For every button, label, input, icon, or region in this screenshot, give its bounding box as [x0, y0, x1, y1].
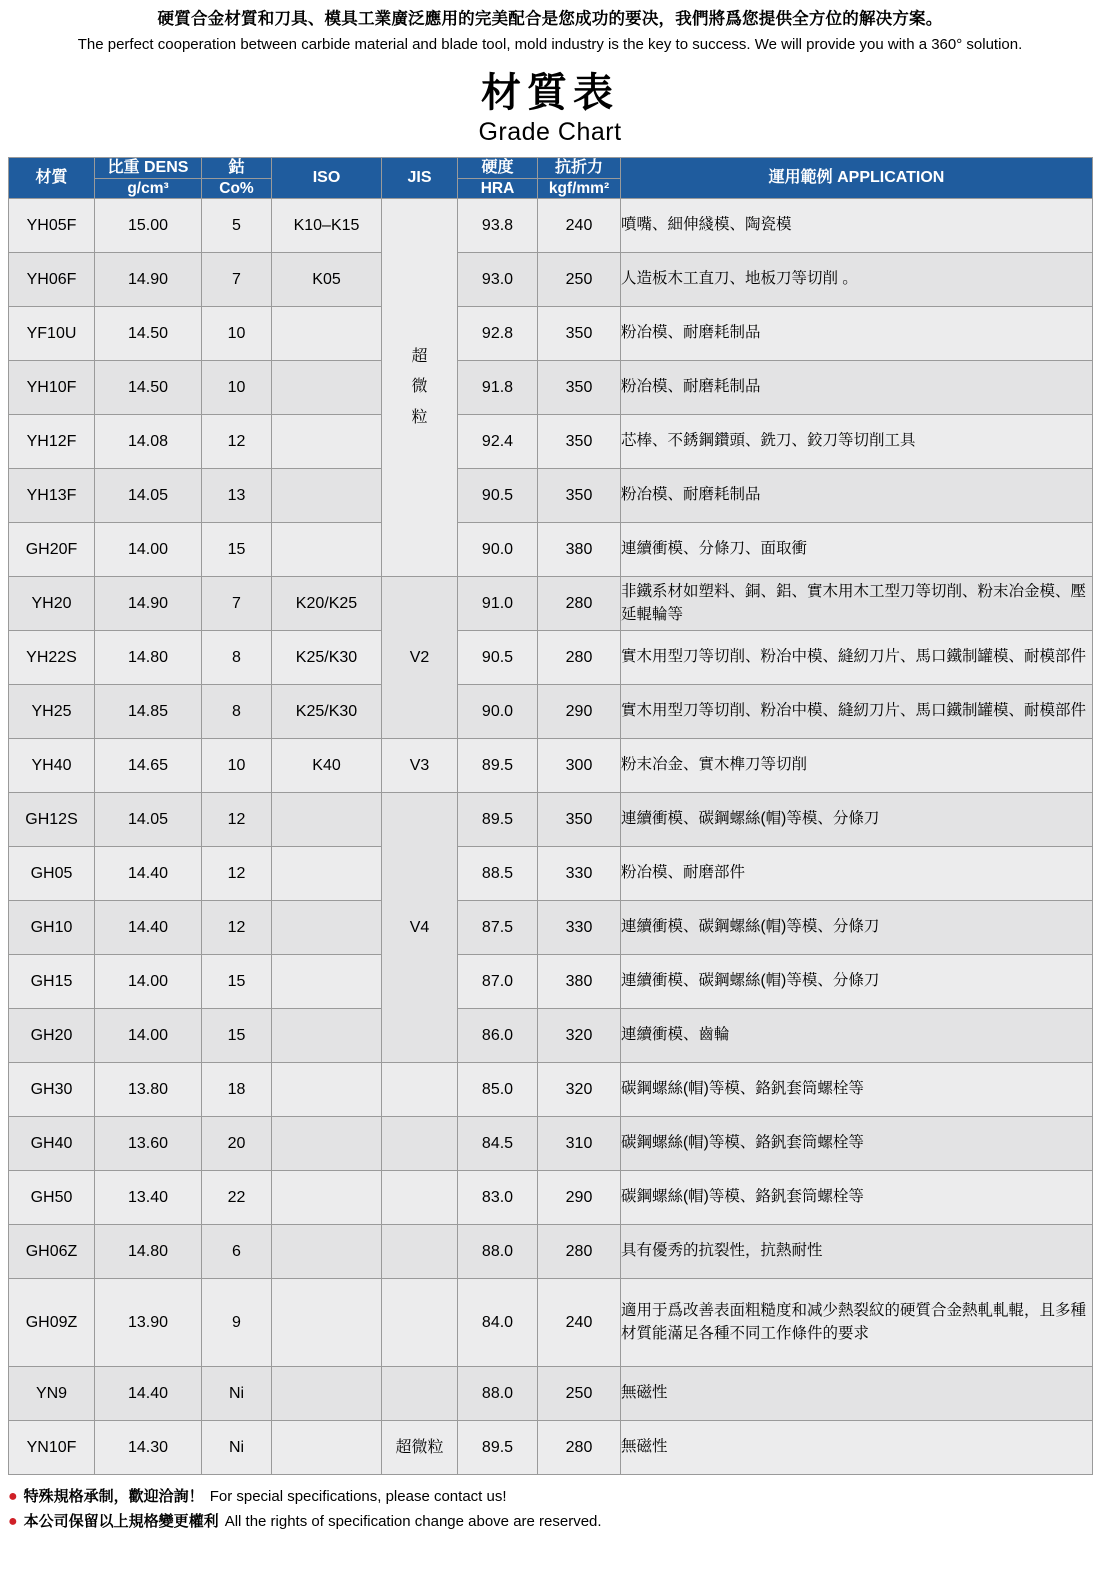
- cell-application: 噴嘴、細伸綫模、陶瓷模: [621, 199, 1093, 253]
- cell-material: GH05: [9, 847, 95, 901]
- cell-material: YH22S: [9, 631, 95, 685]
- cell-application: 碳鋼螺絲(帽)等模、鉻釩套筒螺栓等: [621, 1063, 1093, 1117]
- cell-density: 14.80: [95, 631, 202, 685]
- footnotes: [8, 1485, 1092, 1534]
- cell-hra: 91.8: [458, 361, 538, 415]
- table-row: [9, 847, 1093, 901]
- cell-iso: [272, 469, 382, 523]
- cell-application: 連續衝模、碳鋼螺絲(帽)等模、分條刀: [621, 793, 1093, 847]
- cell-cobalt: 15: [202, 1009, 272, 1063]
- cell-cobalt: 7: [202, 577, 272, 631]
- table-row: [9, 1225, 1093, 1279]
- cell-iso: K20/K25: [272, 577, 382, 631]
- cell-cobalt: 15: [202, 523, 272, 577]
- cell-trs: 320: [538, 1009, 621, 1063]
- cell-application: 非鐵系材如塑料、銅、鋁、實木用木工型刀等切削、粉末冶金模、壓延輥輪等: [621, 577, 1093, 631]
- cell-application: 實木用型刀等切削、粉冶中模、縫紉刀片、馬口鐵制罐模、耐模部件: [621, 631, 1093, 685]
- cell-iso: [272, 1171, 382, 1225]
- cell-density: 13.80: [95, 1063, 202, 1117]
- cell-iso: K05: [272, 253, 382, 307]
- cell-density: 14.90: [95, 253, 202, 307]
- header-hardness: 硬度: [458, 157, 538, 178]
- cell-application: 粉末冶金、實木榫刀等切削: [621, 739, 1093, 793]
- footnote-en: For special specifications, please contact us!: [209, 1488, 507, 1506]
- cell-jis: [382, 1367, 458, 1421]
- cell-density: 14.65: [95, 739, 202, 793]
- cell-density: 13.40: [95, 1171, 202, 1225]
- cell-cobalt: 12: [202, 901, 272, 955]
- cell-density: 14.30: [95, 1421, 202, 1475]
- cell-hra: 92.4: [458, 415, 538, 469]
- cell-hra: 93.8: [458, 199, 538, 253]
- cell-density: 13.90: [95, 1279, 202, 1367]
- table-row: [9, 685, 1093, 739]
- cell-hra: 83.0: [458, 1171, 538, 1225]
- cell-density: 13.60: [95, 1117, 202, 1171]
- cell-iso: [272, 361, 382, 415]
- cell-material: GH20: [9, 1009, 95, 1063]
- cell-trs: 280: [538, 631, 621, 685]
- cell-material: YN10F: [9, 1421, 95, 1475]
- title-block: [8, 70, 1092, 147]
- header-row: [9, 157, 1093, 178]
- cell-cobalt: 12: [202, 847, 272, 901]
- cell-iso: [272, 793, 382, 847]
- table-row: [9, 253, 1093, 307]
- header-hardness-unit: HRA: [458, 178, 538, 198]
- cell-hra: 89.5: [458, 739, 538, 793]
- cell-hra: 84.0: [458, 1279, 538, 1367]
- cell-iso: [272, 1225, 382, 1279]
- header-cobalt-unit: Co%: [202, 178, 272, 198]
- cell-material: YH10F: [9, 361, 95, 415]
- cell-hra: 90.5: [458, 469, 538, 523]
- cell-material: GH10: [9, 901, 95, 955]
- grade-table: [8, 157, 1093, 1475]
- cell-jis: [382, 1063, 458, 1117]
- cell-jis-group-ultrafine: [382, 199, 458, 577]
- cell-iso: [272, 1117, 382, 1171]
- cell-application: 連續衝模、齒輪: [621, 1009, 1093, 1063]
- cell-cobalt: Ni: [202, 1367, 272, 1421]
- cell-hra: 86.0: [458, 1009, 538, 1063]
- footnote-item: [8, 1510, 1092, 1534]
- cell-material: YH25: [9, 685, 95, 739]
- cell-cobalt: 12: [202, 415, 272, 469]
- table-row: [9, 955, 1093, 1009]
- cell-material: GH06Z: [9, 1225, 95, 1279]
- cell-iso: [272, 415, 382, 469]
- cell-hra: 85.0: [458, 1063, 538, 1117]
- cell-iso: [272, 1009, 382, 1063]
- cell-trs: 290: [538, 1171, 621, 1225]
- cell-application: 連續衝模、碳鋼螺絲(帽)等模、分條刀: [621, 901, 1093, 955]
- cell-application: 無磁性: [621, 1367, 1093, 1421]
- intro-text-en: The perfect cooperation between carbide material and blade tool, mold industry is the key to success. We will provide you with a 360° solution.: [77, 35, 1023, 53]
- cell-density: 14.50: [95, 361, 202, 415]
- cell-density: 14.40: [95, 901, 202, 955]
- cell-iso: K25/K30: [272, 631, 382, 685]
- cell-trs: 280: [538, 577, 621, 631]
- table-row: [9, 469, 1093, 523]
- cell-hra: 87.5: [458, 901, 538, 955]
- cell-density: 15.00: [95, 199, 202, 253]
- cell-iso: K25/K30: [272, 685, 382, 739]
- table-row: [9, 1421, 1093, 1475]
- cell-density: 14.90: [95, 577, 202, 631]
- table-row: [9, 415, 1093, 469]
- header-density-unit: g/cm³: [95, 178, 202, 198]
- table-row: [9, 631, 1093, 685]
- cell-application: 人造板木工直刀、地板刀等切削 。: [621, 253, 1093, 307]
- cell-cobalt: 7: [202, 253, 272, 307]
- cell-application: 連續衝模、碳鋼螺絲(帽)等模、分條刀: [621, 955, 1093, 1009]
- cell-hra: 88.5: [458, 847, 538, 901]
- page-title-cn: 材質表: [481, 70, 619, 115]
- cell-cobalt: 9: [202, 1279, 272, 1367]
- cell-density: 14.80: [95, 1225, 202, 1279]
- cell-trs: 320: [538, 1063, 621, 1117]
- cell-application: 無磁性: [621, 1421, 1093, 1475]
- cell-iso: K40: [272, 739, 382, 793]
- cell-material: YN9: [9, 1367, 95, 1421]
- cell-cobalt: 20: [202, 1117, 272, 1171]
- cell-cobalt: 10: [202, 361, 272, 415]
- cell-application: 粉冶模、耐磨耗制品: [621, 307, 1093, 361]
- cell-material: YH06F: [9, 253, 95, 307]
- cell-hra: 87.0: [458, 955, 538, 1009]
- header-cobalt: [202, 157, 272, 178]
- table-row: [9, 793, 1093, 847]
- cell-material: YH13F: [9, 469, 95, 523]
- header-cobalt-line1: 鈷: [228, 158, 245, 176]
- cell-material: GH30: [9, 1063, 95, 1117]
- cell-hra: 93.0: [458, 253, 538, 307]
- table-row: [9, 1367, 1093, 1421]
- header-iso: ISO: [272, 157, 382, 198]
- cell-iso: K10–K15: [272, 199, 382, 253]
- intro-text-cn: 硬質合金材質和刀具、模具工業廣泛應用的完美配合是您成功的要决，我們將爲您提供全方位的解决方案。: [157, 10, 943, 28]
- table-header: [9, 157, 1093, 198]
- cell-cobalt: 8: [202, 631, 272, 685]
- cell-cobalt: 22: [202, 1171, 272, 1225]
- jis-line-2: 微: [411, 378, 428, 396]
- cell-trs: 240: [538, 199, 621, 253]
- cell-iso: [272, 1063, 382, 1117]
- cell-material: GH15: [9, 955, 95, 1009]
- cell-hra: 84.5: [458, 1117, 538, 1171]
- cell-trs: 380: [538, 523, 621, 577]
- cell-density: 14.85: [95, 685, 202, 739]
- cell-iso: [272, 307, 382, 361]
- cell-application: 碳鋼螺絲(帽)等模、鉻釩套筒螺栓等: [621, 1171, 1093, 1225]
- table-row: [9, 739, 1093, 793]
- cell-jis: [382, 1117, 458, 1171]
- cell-density: 14.40: [95, 1367, 202, 1421]
- intro-block: [8, 8, 1092, 56]
- table-row: [9, 1063, 1093, 1117]
- cell-trs: 350: [538, 793, 621, 847]
- cell-iso: [272, 523, 382, 577]
- cell-hra: 90.0: [458, 523, 538, 577]
- table-row: [9, 307, 1093, 361]
- cell-application: 粉冶模、耐磨耗制品: [621, 361, 1093, 415]
- cell-application: 芯棒、不銹鋼鑽頭、銑刀、鉸刀等切削工具: [621, 415, 1093, 469]
- cell-trs: 240: [538, 1279, 621, 1367]
- cell-material: GH40: [9, 1117, 95, 1171]
- jis-line-1: 超: [411, 347, 428, 365]
- cell-cobalt: 6: [202, 1225, 272, 1279]
- header-density: [95, 157, 202, 178]
- cell-cobalt: 15: [202, 955, 272, 1009]
- header-trs-unit: kgf/mm²: [538, 178, 621, 198]
- cell-trs: 350: [538, 307, 621, 361]
- cell-application: 具有優秀的抗裂性，抗熱耐性: [621, 1225, 1093, 1279]
- cell-application: 連續衝模、分條刀、面取衝: [621, 523, 1093, 577]
- cell-cobalt: 5: [202, 199, 272, 253]
- cell-trs: 290: [538, 685, 621, 739]
- table-row: [9, 199, 1093, 253]
- cell-trs: 250: [538, 1367, 621, 1421]
- cell-iso: [272, 955, 382, 1009]
- cell-density: 14.05: [95, 793, 202, 847]
- table-row: [9, 577, 1093, 631]
- table-row: [9, 1279, 1093, 1367]
- footnote-item: [8, 1485, 1092, 1509]
- cell-hra: 91.0: [458, 577, 538, 631]
- cell-iso: [272, 901, 382, 955]
- cell-iso: [272, 1367, 382, 1421]
- cell-iso: [272, 1421, 382, 1475]
- table-row: [9, 901, 1093, 955]
- table-row: [9, 523, 1093, 577]
- cell-material: GH20F: [9, 523, 95, 577]
- cell-density: 14.00: [95, 1009, 202, 1063]
- footnote-en: All the rights of specification change above are reserved.: [224, 1513, 602, 1531]
- cell-density: 14.00: [95, 955, 202, 1009]
- table-body: [9, 199, 1093, 1475]
- cell-material: YF10U: [9, 307, 95, 361]
- cell-jis-group-v3: V3: [382, 739, 458, 793]
- bullet-icon: ●: [8, 1488, 18, 1506]
- cell-material: GH12S: [9, 793, 95, 847]
- table-row: [9, 1009, 1093, 1063]
- cell-jis: [382, 1171, 458, 1225]
- cell-trs: 280: [538, 1225, 621, 1279]
- cell-hra: 89.5: [458, 1421, 538, 1475]
- cell-trs: 380: [538, 955, 621, 1009]
- cell-density: 14.50: [95, 307, 202, 361]
- cell-cobalt: 8: [202, 685, 272, 739]
- table-row: [9, 1171, 1093, 1225]
- cell-material: YH12F: [9, 415, 95, 469]
- cell-trs: 250: [538, 253, 621, 307]
- cell-application: 粉冶模、耐磨耗制品: [621, 469, 1093, 523]
- cell-density: 14.00: [95, 523, 202, 577]
- cell-hra: 88.0: [458, 1225, 538, 1279]
- header-application: 運用範例 APPLICATION: [621, 157, 1093, 198]
- cell-hra: 88.0: [458, 1367, 538, 1421]
- footnote-cn: 本公司保留以上規格變更權利: [23, 1513, 219, 1531]
- cell-trs: 350: [538, 415, 621, 469]
- cell-hra: 92.8: [458, 307, 538, 361]
- cell-trs: 350: [538, 469, 621, 523]
- cell-jis-group-v2: V2: [382, 577, 458, 739]
- cell-material: GH50: [9, 1171, 95, 1225]
- cell-trs: 310: [538, 1117, 621, 1171]
- header-trs: 抗折力: [538, 157, 621, 178]
- cell-trs: 280: [538, 1421, 621, 1475]
- footnote-cn: 特殊規格承制，歡迎洽詢！: [23, 1488, 204, 1506]
- cell-jis: [382, 1279, 458, 1367]
- cell-hra: 90.0: [458, 685, 538, 739]
- cell-material: YH20: [9, 577, 95, 631]
- cell-density: 14.08: [95, 415, 202, 469]
- cell-jis-group-v4: V4: [382, 793, 458, 1063]
- header-jis: JIS: [382, 157, 458, 198]
- cell-iso: [272, 847, 382, 901]
- cell-application: 碳鋼螺絲(帽)等模、鉻釩套筒螺栓等: [621, 1117, 1093, 1171]
- cell-application: 適用于爲改善表面粗糙度和减少熱裂紋的硬質合金熱軋軋輥，且多種材質能滿足各種不同工作條件的要求: [621, 1279, 1093, 1367]
- header-material: 材質: [9, 157, 95, 198]
- cell-trs: 330: [538, 901, 621, 955]
- cell-cobalt: 12: [202, 793, 272, 847]
- cell-iso: [272, 1279, 382, 1367]
- cell-cobalt: 13: [202, 469, 272, 523]
- cell-material: YH40: [9, 739, 95, 793]
- table-row: [9, 1117, 1093, 1171]
- table-row: [9, 361, 1093, 415]
- cell-application: 粉冶模、耐磨部件: [621, 847, 1093, 901]
- cell-hra: 90.5: [458, 631, 538, 685]
- cell-trs: 350: [538, 361, 621, 415]
- cell-jis: [382, 1225, 458, 1279]
- header-density-line1: 比重 DENS: [107, 158, 189, 176]
- cell-application: 實木用型刀等切削、粉冶中模、縫紉刀片、馬口鐵制罐模、耐模部件: [621, 685, 1093, 739]
- cell-cobalt: 10: [202, 307, 272, 361]
- cell-jis-group-ultrafine-2: 超微粒: [382, 1421, 458, 1475]
- cell-density: 14.40: [95, 847, 202, 901]
- cell-trs: 330: [538, 847, 621, 901]
- cell-trs: 300: [538, 739, 621, 793]
- cell-cobalt: Ni: [202, 1421, 272, 1475]
- cell-cobalt: 18: [202, 1063, 272, 1117]
- cell-hra: 89.5: [458, 793, 538, 847]
- jis-line-3: 粒: [411, 408, 428, 426]
- cell-cobalt: 10: [202, 739, 272, 793]
- cell-material: GH09Z: [9, 1279, 95, 1367]
- page-title-en: Grade Chart: [478, 117, 622, 146]
- cell-density: 14.05: [95, 469, 202, 523]
- cell-material: YH05F: [9, 199, 95, 253]
- bullet-icon: ●: [8, 1513, 18, 1531]
